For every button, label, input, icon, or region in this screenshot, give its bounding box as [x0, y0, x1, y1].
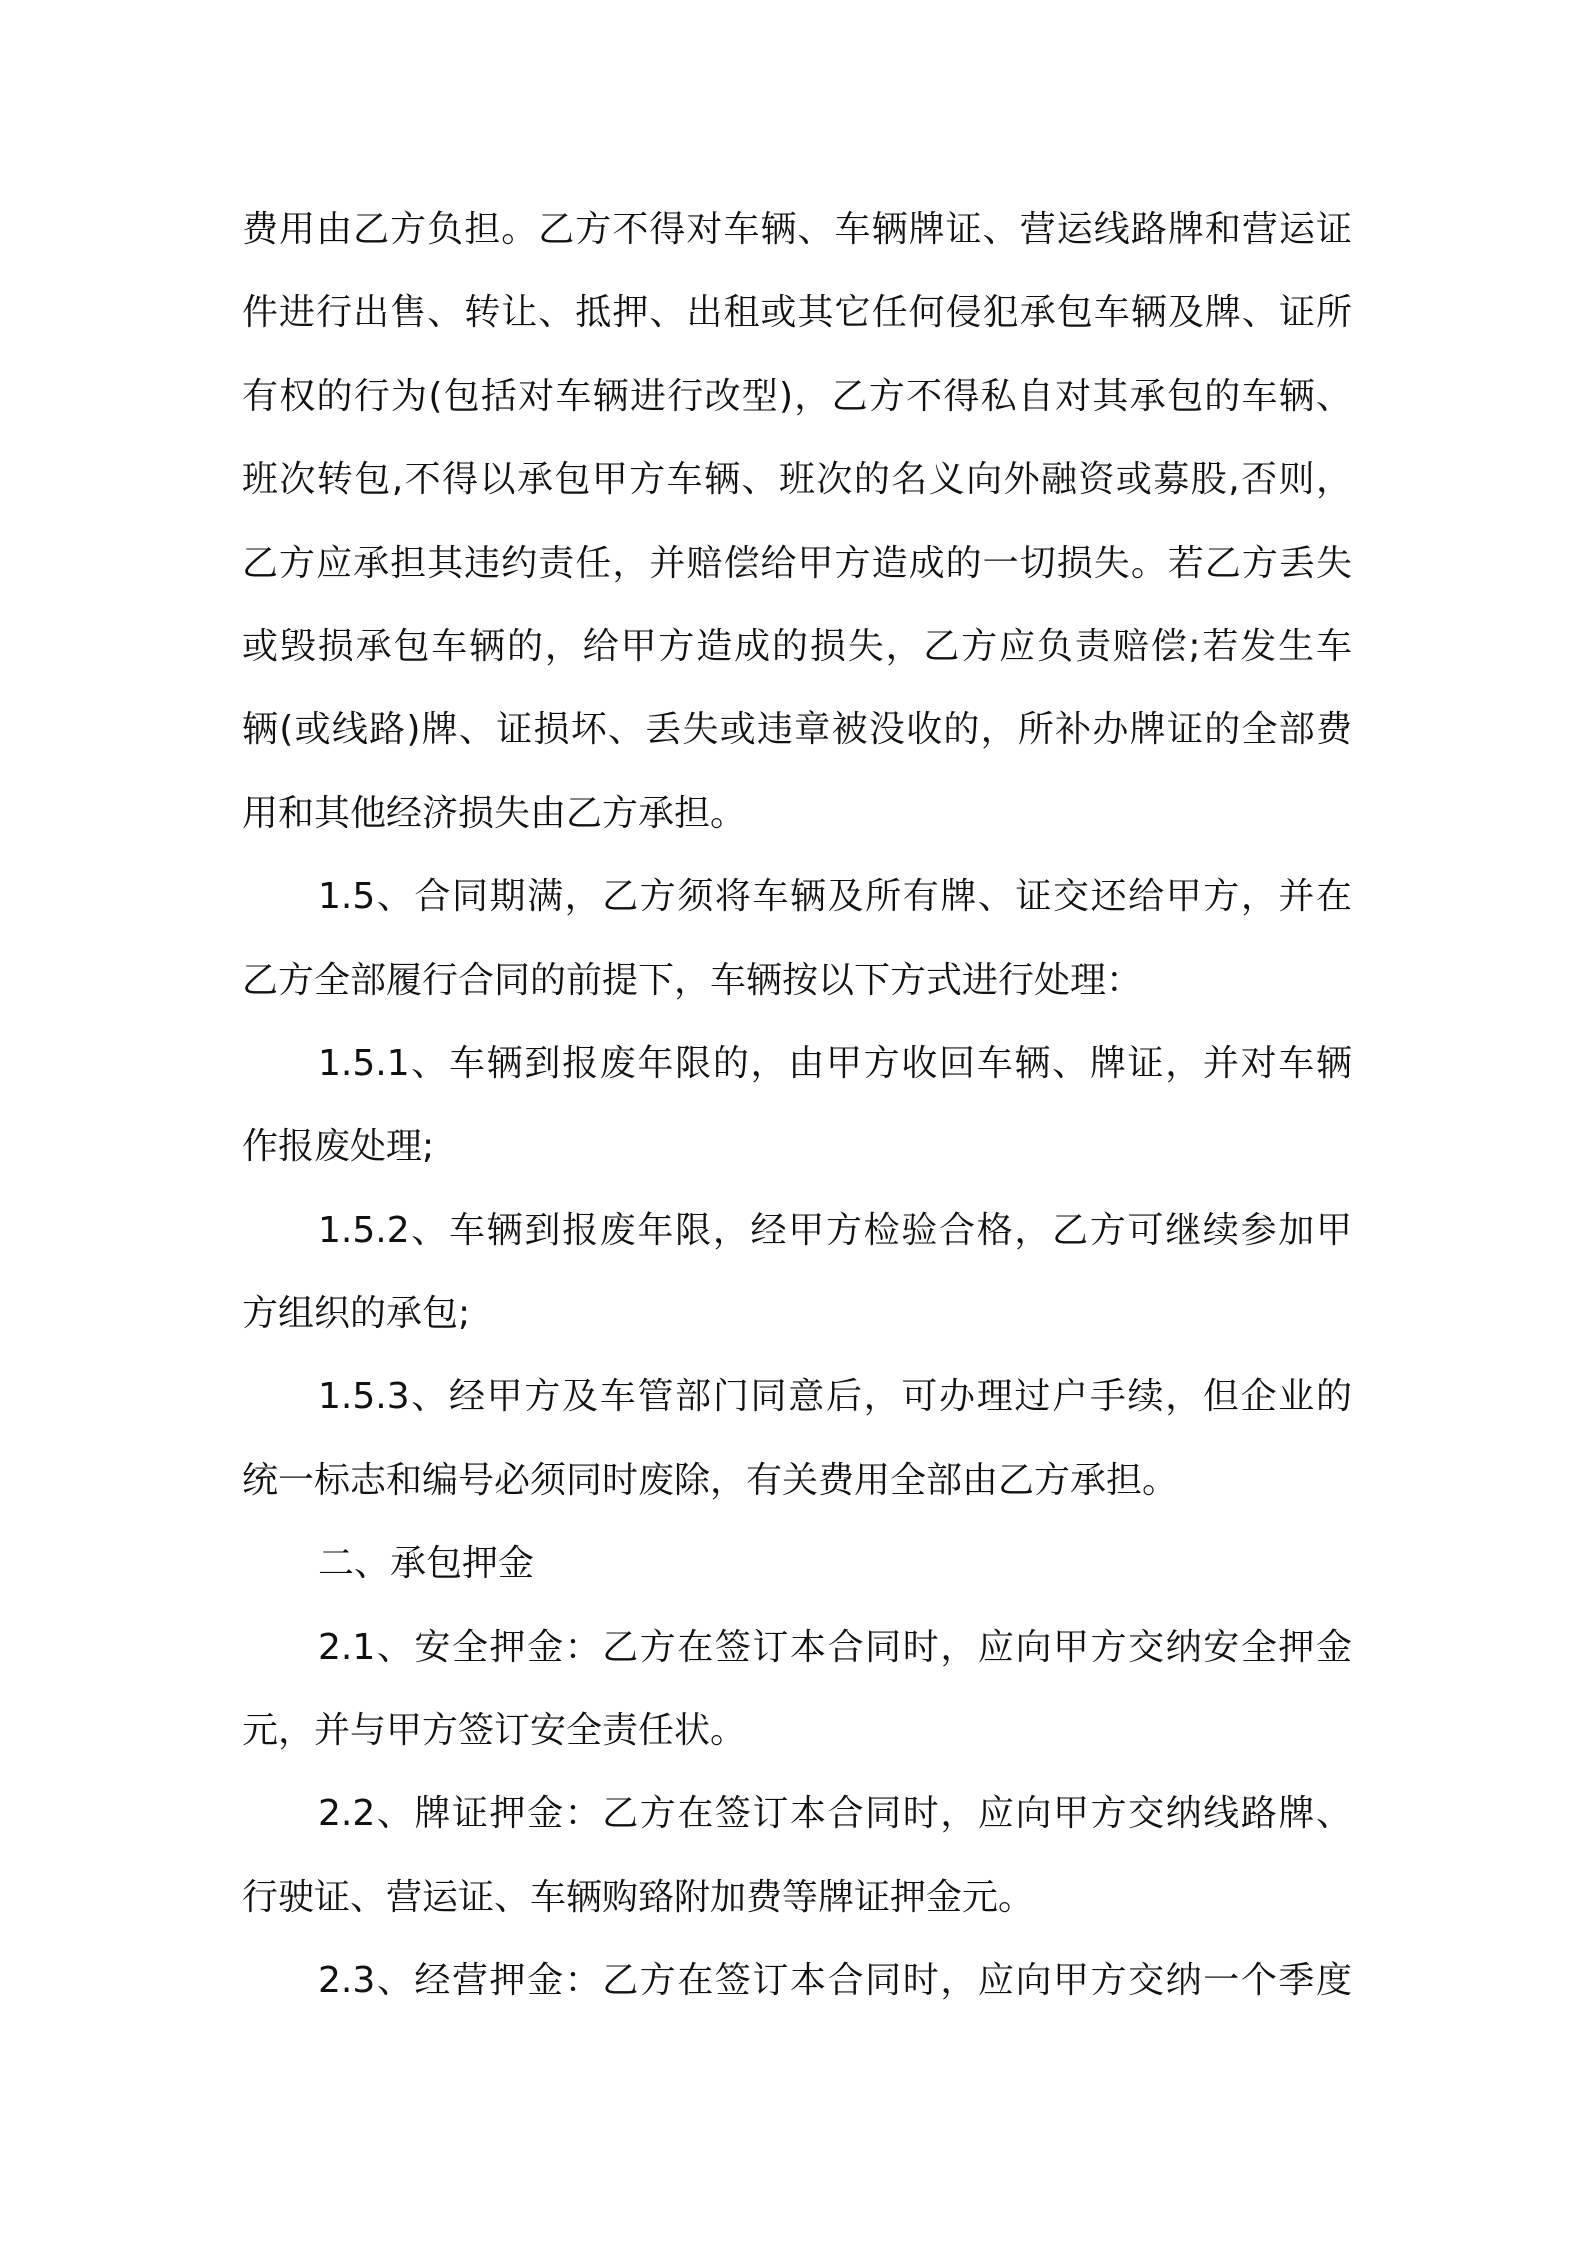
text-line: 或毁损承包车辆的，给甲方造成的损失，乙方应负责赔偿;若发生车 — [242, 625, 1352, 667]
document-body — [242, 188, 1352, 2023]
clause-1-5-line: 1.5、合同期满，乙方须将车辆及所有牌、证交还给甲方，并在 — [318, 876, 1352, 918]
clause-1-5-1-line: 1.5.1、车辆到报废年限的，由甲方收回车辆、牌证，并对车辆 — [318, 1042, 1352, 1084]
text-line: 方组织的承包; — [242, 1293, 471, 1335]
clause-2-1-line: 2.1、安全押金：乙方在签订本合同时，应向甲方交纳安全押金 — [318, 1626, 1352, 1668]
text-line: 件进行出售、转让、抵押、出租或其它任何侵犯承包车辆及牌、证所 — [242, 292, 1352, 334]
text-line: 乙方全部履行合同的前提下，车辆按以下方式进行处理： — [242, 959, 1143, 1001]
text-line: 费用由乙方负担。乙方不得对车辆、车辆牌证、营运线路牌和营运证 — [242, 209, 1352, 250]
text-line: 辆(或线路)牌、证损坏、丢失或违章被没收的，所补办牌证的全部费 — [242, 709, 1352, 751]
text-line: 班次转包,不得以承包甲方车辆、班次的名义向外融资或募股,否则， — [242, 459, 1352, 501]
clause-1-5-2-line: 1.5.2、车辆到报废年限，经甲方检验合格，乙方可继续参加甲 — [318, 1209, 1352, 1251]
text-line: 行驶证、营运证、车辆购臵附加费等牌证押金元。 — [242, 1876, 1035, 1918]
clause-2-2-line: 2.2、牌证押金：乙方在签订本合同时，应向甲方交纳线路牌、 — [318, 1793, 1352, 1835]
text-line: 有权的行为(包括对车辆进行改型)，乙方不得私自对其承包的车辆、 — [242, 375, 1352, 417]
text-line: 元，并与甲方签订安全责任状。 — [242, 1710, 747, 1752]
text-line: 乙方应承担其违约责任，并赔偿给甲方造成的一切损失。若乙方丢失 — [242, 542, 1352, 584]
text-line: 作报废处理; — [242, 1126, 435, 1168]
clause-1-5-3-line: 1.5.3、经甲方及车管部门同意后，可办理过户手续，但企业的 — [318, 1376, 1352, 1418]
clause-2-3-line: 2.3、经营押金：乙方在签订本合同时，应向甲方交纳一个季度 — [318, 1960, 1352, 2002]
text-line: 用和其他经济损失由乙方承担。 — [242, 792, 747, 834]
section-heading: 二、承包押金 — [318, 1543, 535, 1585]
text-line: 统一标志和编号必须同时废除，有关费用全部由乙方承担。 — [242, 1459, 1179, 1501]
